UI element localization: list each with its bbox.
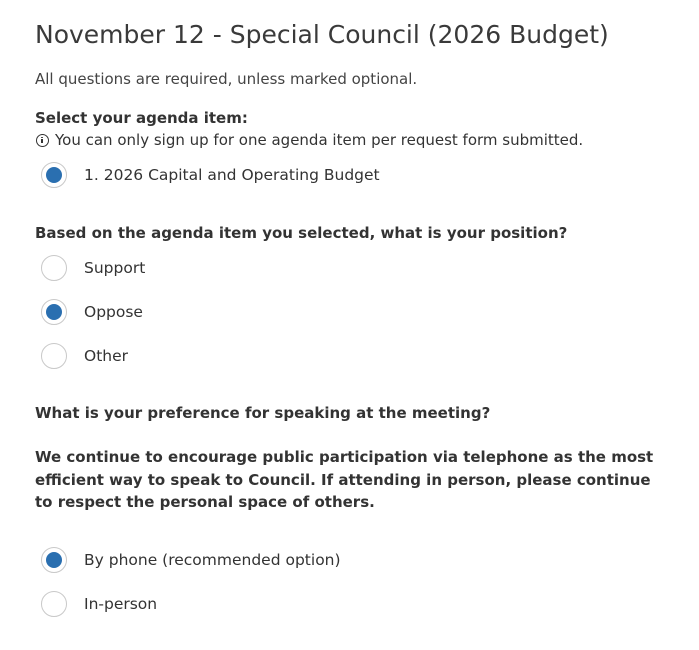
radio-option-label[interactable]: In-person xyxy=(84,595,158,613)
speaking-question-label: What is your preference for speaking at the meeting? xyxy=(35,404,491,422)
radio-button[interactable] xyxy=(41,591,67,617)
radio-option-support[interactable] xyxy=(41,254,145,282)
page-title: November 12 - Special Council (2026 Budget) xyxy=(35,20,609,49)
radio-button[interactable] xyxy=(41,162,67,188)
radio-option-other[interactable] xyxy=(41,342,128,370)
position-question-label: Based on the agenda item you selected, what is your position? xyxy=(35,224,568,242)
radio-button[interactable] xyxy=(41,547,67,573)
radio-option-by-phone[interactable] xyxy=(41,546,341,574)
radio-option-label[interactable]: Other xyxy=(84,347,129,365)
agenda-info-line xyxy=(35,130,583,150)
radio-option-label[interactable]: 1. 2026 Capital and Operating Budget xyxy=(84,166,380,184)
agenda-info-text: You can only sign up for one agenda item per request form submitted. xyxy=(55,131,584,149)
radio-option-in-person[interactable] xyxy=(41,590,157,618)
radio-button[interactable] xyxy=(41,343,67,369)
agenda-question-label: Select your agenda item: xyxy=(35,109,248,127)
radio-button[interactable] xyxy=(41,299,67,325)
required-note: All questions are required, unless marked optional. xyxy=(35,70,418,88)
radio-option-label[interactable]: By phone (recommended option) xyxy=(84,551,341,569)
info-circle-icon xyxy=(36,134,49,147)
radio-option-agenda-item-1[interactable] xyxy=(41,161,380,189)
speaking-note: We continue to encourage public participation via telephone as the most efficient way to speak to Council. If attending in person, please continue to respect the personal space of others. xyxy=(35,448,654,511)
radio-option-label[interactable]: Oppose xyxy=(84,303,143,321)
radio-button[interactable] xyxy=(41,255,67,281)
radio-option-label[interactable]: Support xyxy=(84,259,146,277)
radio-option-oppose[interactable] xyxy=(41,298,143,326)
